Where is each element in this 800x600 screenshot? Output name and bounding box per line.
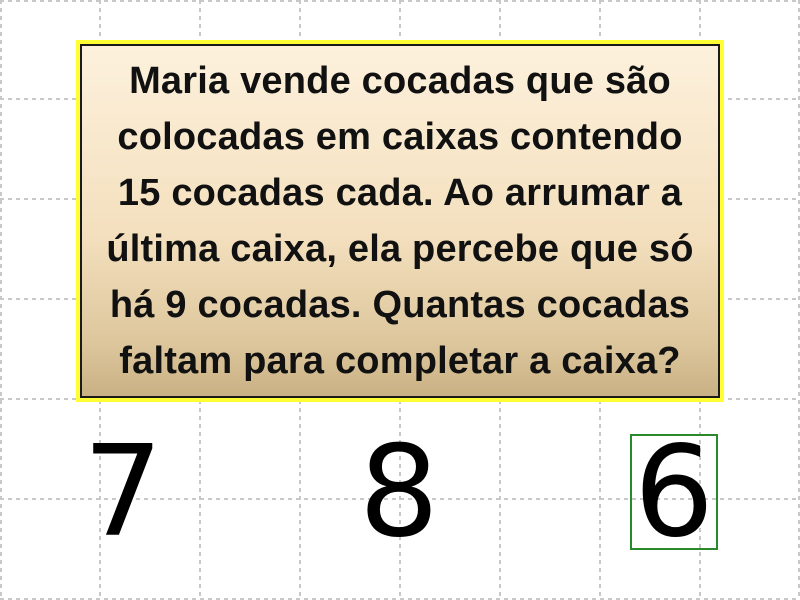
question-card <box>76 40 724 402</box>
answer-option-8[interactable]: 8 <box>358 418 440 565</box>
question-panel <box>80 44 720 398</box>
answer-option-6-selected[interactable]: 6 <box>630 434 718 550</box>
question-text: Maria vende cocadas que são colocadas em caixas contendo 15 cocadas cada. Ao arrumar a última caixa, ela percebe que só há 9 cocadas. Quantas cocadas faltam para completar a caixa? <box>106 60 694 382</box>
answer-option-7[interactable]: 7 <box>82 418 164 565</box>
